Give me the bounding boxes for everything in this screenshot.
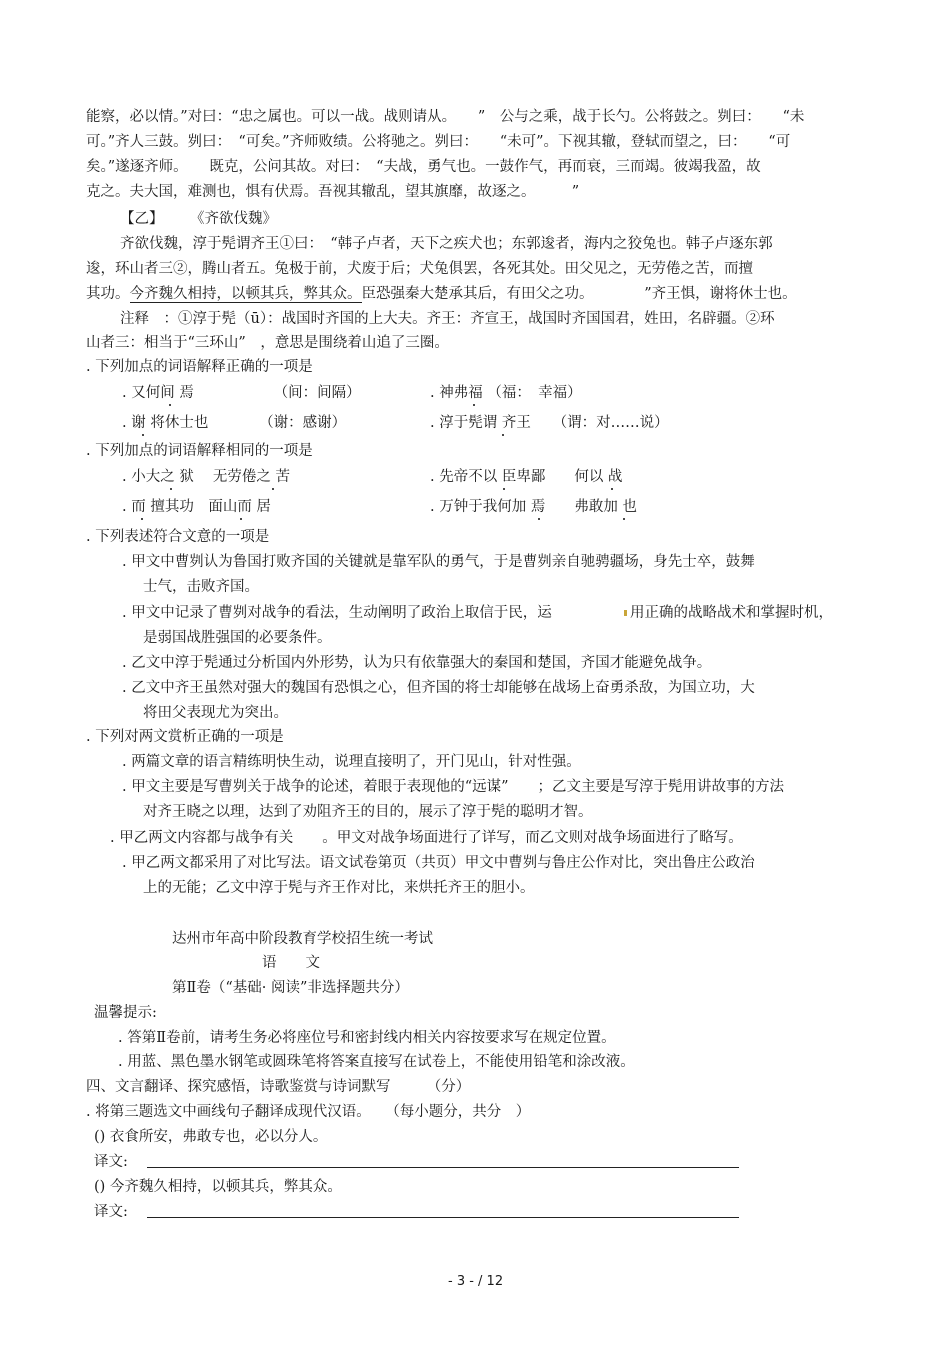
option-c: . 甲乙两文内容都与战争有关 。甲文对战争场面进行了详写，而乙文则对战争场面进行了略写。 [110, 830, 743, 846]
option-d: . 乙文中齐王虽然对强大的魏国有恐惧之心，但齐国的将士却能够在战场上奋勇杀敌，为国立功，大 [122, 680, 755, 696]
passage-b-text: 其功。 [86, 286, 130, 302]
note-line: 山者三：相当于“三环山” ，意思是围绕着山追了三圈。 [86, 335, 449, 351]
answer-label: 译文: [94, 1154, 128, 1170]
emphasis-dot [611, 488, 613, 490]
option-c: . 谢 将休士也 （谢：感谢） [122, 415, 347, 431]
underlined-sentence: 今齐魏久相持，以顿其兵，弊其众。 [129, 286, 362, 302]
question-stem: . 将第三题选文中画线句子翻译成现代汉语。 （每小题分，共分 ） [86, 1104, 531, 1120]
tip-item: . 答第Ⅱ卷前，请考生务必将座位号和密封线内相关内容按要求写在规定位置。 [118, 1030, 616, 1046]
option-a: . 小大之 狱 无劳倦之 苦 [122, 469, 291, 485]
option-a-cont: 士气，击败齐国。 [143, 579, 259, 595]
passage-a-line: 克之。夫大国，难测也，惧有伏焉。吾视其辙乱，望其旗靡，故逐之。 ” [86, 184, 580, 200]
emphasis-dot [170, 488, 172, 490]
tips-title: 温馨提示: [94, 1005, 157, 1021]
option-a: . 两篇文章的语言精练明快生动，说理直接明了，开门见山，针对性强。 [122, 754, 581, 770]
note-line: 注释 ：①淳于髡（ū）：战国时齐国的上大夫。齐王：齐宣王，战国时齐国国君，姓田，名辟疆。②环 [120, 311, 775, 327]
tip-item: . 用蓝、黑色墨水钢笔或圆珠笔将答案直接写在试卷上，不能使用铅笔和涂改液。 [118, 1054, 635, 1070]
question-stem: . 下列表述符合文意的一项是 [86, 529, 270, 545]
answer-label: 译文: [94, 1204, 128, 1220]
margin-mark [624, 610, 627, 616]
subject-title: 语 文 [262, 955, 320, 971]
option-b-cont: 是弱国战胜强国的必要条件。 [143, 630, 332, 646]
option-d: . 万钟于我何加 焉 弗敢加 也 [430, 499, 637, 515]
emphasis-dot [272, 488, 274, 490]
emphasis-dot [538, 518, 540, 520]
passage-b-label: 【乙】 [120, 211, 164, 227]
emphasis-dot [503, 488, 505, 490]
sentence-2: () 今齐魏久相持，以顿其兵，弊其众。 [94, 1179, 342, 1195]
emphasis-dot [240, 518, 242, 520]
option-b: . 先帝不以 臣卑鄙 何以 战 [430, 469, 623, 485]
emphasis-dot [502, 434, 504, 436]
option-d-cont: 将田父表现尤为突出。 [143, 705, 288, 721]
question-stem: . 下列加点的词语解释相同的一项是 [86, 443, 313, 459]
page-number: - 3 - / 12 [448, 1274, 504, 1289]
option-b-cont: 用正确的战略战术和掌握时机， [630, 605, 833, 621]
passage-b-line-3 [86, 285, 797, 303]
emphasis-dot [623, 518, 625, 520]
option-c: . 而 擅其功 面山而 居 [122, 499, 271, 515]
emphasis-dot [141, 518, 143, 520]
sentence-1: () 衣食所安，弗敢专也，必以分人。 [94, 1129, 328, 1145]
answer-line-1[interactable] [147, 1167, 739, 1168]
passage-b-title: 《齐欲伐魏》 [190, 211, 277, 227]
option-d: . 淳于髡谓 齐王 （谓：对……说） [430, 415, 669, 431]
option-a: . 又何间 焉 （间：间隔） [122, 385, 361, 401]
part-heading: 四、文言翻译、探究感悟，诗歌鉴赏与诗词默写 （分） [86, 1079, 471, 1095]
option-a: . 甲文中曹刿认为鲁国打败齐国的关键就是靠军队的勇气，于是曹刿亲自驰骋疆场，身先士卒，鼓舞 [122, 554, 755, 570]
volume-title: 第Ⅱ卷（“基础· 阅读”非选择题共分） [172, 980, 409, 996]
option-b: . 甲文主要是写曹刿关于战争的论述，着眼于表现他的“远谋” ；乙文主要是写淳于髡用讲故事的方法 [122, 779, 785, 795]
question-stem: . 下列对两文赏析正确的一项是 [86, 729, 284, 745]
option-d: . 甲乙两文都采用了对比写法。语文试卷第页（共页）甲文中曹刿与鲁庄公作对比，突出鲁庄公政治 [122, 855, 755, 871]
option-b-cont: 对齐王晓之以理，达到了劝阻齐王的目的，展示了淳于髡的聪明才智。 [143, 804, 593, 820]
passage-b-line: 齐欲伐魏，淳于髡谓齐王①曰： “韩子卢者，天下之疾犬也；东郭逡者，海内之狡兔也。韩子卢逐东郭 [120, 236, 773, 252]
passage-a-line: 能察，必以情。”对曰：“忠之属也。可以一战。战则请从。 ” 公与之乘，战于长勺。公将鼓之。刿曰： “未 [86, 109, 805, 125]
question-stem: . 下列加点的词语解释正确的一项是 [86, 359, 313, 375]
option-b: . 甲文中记录了曹刿对战争的看法，生动阐明了政治上取信于民，运 [122, 605, 552, 621]
option-b: . 神弗福 （福： 幸福） [430, 385, 582, 401]
option-c: . 乙文中淳于髡通过分析国内外形势，认为只有依靠强大的秦国和楚国，齐国才能避免战争。 [122, 655, 712, 671]
option-d-cont: 上的无能；乙文中淳于髡与齐王作对比，来烘托齐王的胆小。 [143, 880, 535, 896]
emphasis-dot [142, 434, 144, 436]
passage-a-line: 可。”齐人三鼓。刿曰： “可矣。”齐师败绩。公将驰之。刿曰： “未可”。下视其辙，登轼而望之，曰： “可 [86, 134, 791, 150]
answer-line-2[interactable] [147, 1217, 739, 1218]
passage-b-line: 逡，环山者三②，腾山者五。兔极于前，犬废于后；犬兔俱罢，各死其处。田父见之，无劳倦之苦，而擅 [86, 261, 753, 277]
passage-b-text: 臣恐强秦大楚承其后，有田父之功。 ”齐王惧，谢将休士也。 [361, 286, 797, 302]
emphasis-dot [473, 404, 475, 406]
exam-title: 达州市年高中阶段教育学校招生统一考试 [172, 931, 433, 947]
passage-a-line: 矣。”遂逐齐师。 既克，公问其故。对曰： “夫战，勇气也。一鼓作气，再而衰，三而竭。彼竭我盈，故 [86, 159, 761, 175]
emphasis-dot [169, 404, 171, 406]
